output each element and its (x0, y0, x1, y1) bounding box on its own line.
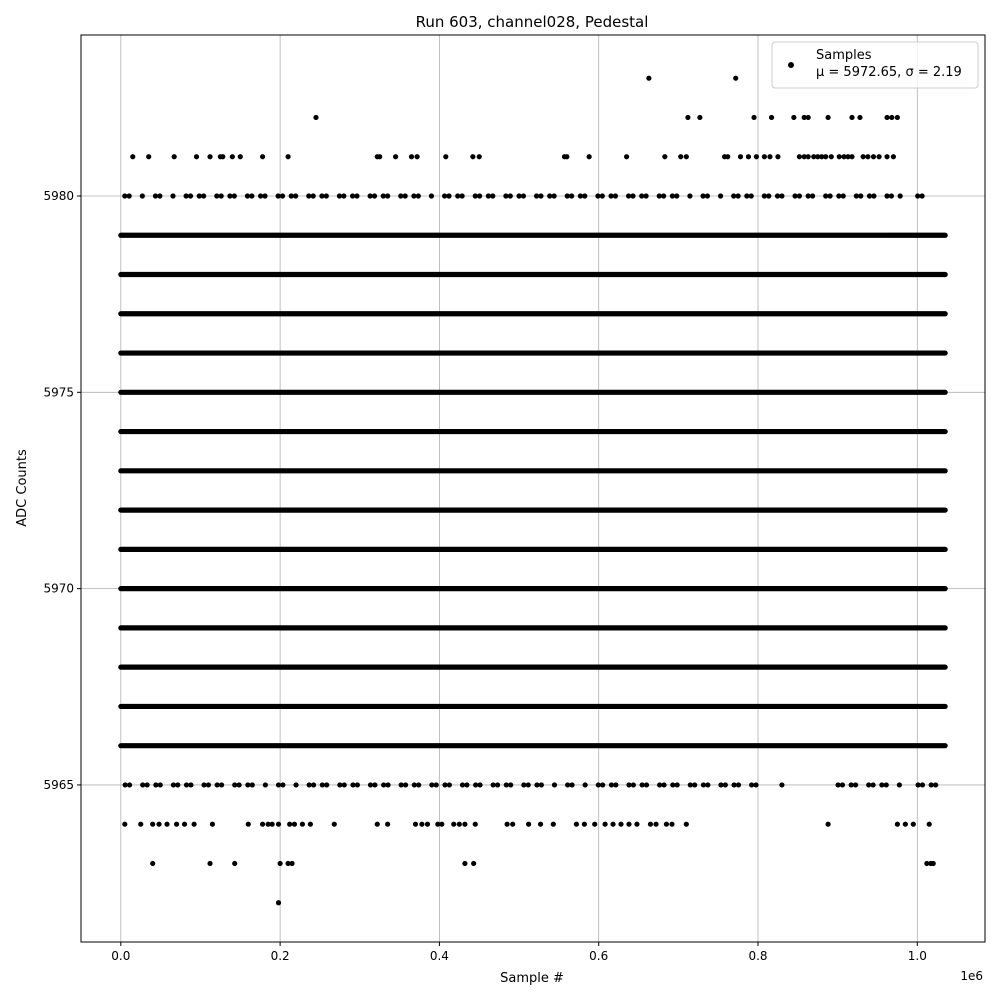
data-point (385, 193, 390, 198)
data-point (473, 822, 478, 827)
data-point (477, 193, 482, 198)
data-point (232, 861, 237, 866)
data-point (552, 193, 557, 198)
data-point (191, 822, 196, 827)
data-point (276, 822, 281, 827)
data-point (775, 154, 780, 159)
data-point (861, 154, 866, 159)
data-point (779, 193, 784, 198)
data-point (311, 782, 316, 787)
data-point (749, 193, 754, 198)
data-point (293, 782, 298, 787)
data-point (439, 822, 444, 827)
data-point (477, 154, 482, 159)
data-point (564, 154, 569, 159)
data-point (150, 822, 155, 827)
data-points (121, 76, 945, 906)
data-point (447, 782, 452, 787)
data-point (354, 193, 359, 198)
data-point (521, 193, 526, 198)
data-point (276, 900, 281, 905)
data-point (385, 782, 390, 787)
data-point (324, 193, 329, 198)
data-point (895, 115, 900, 120)
data-point (898, 193, 903, 198)
data-point (871, 193, 876, 198)
data-point (551, 822, 556, 827)
y-axis (43, 189, 81, 792)
x-tick-label: 0.0 (111, 949, 131, 963)
data-point (219, 193, 224, 198)
x-tick-label: 1.0 (907, 949, 927, 963)
data-point (464, 782, 469, 787)
data-point (526, 782, 531, 787)
data-point (876, 154, 881, 159)
data-point (919, 193, 924, 198)
data-point (462, 861, 467, 866)
data-point (409, 154, 414, 159)
data-point (920, 782, 925, 787)
data-point (664, 822, 669, 827)
data-point (207, 154, 212, 159)
data-point (415, 154, 420, 159)
data-point (429, 193, 434, 198)
data-point (685, 115, 690, 120)
data-point (332, 822, 337, 827)
data-point (470, 154, 475, 159)
data-point (779, 782, 784, 787)
data-point (931, 861, 936, 866)
data-point (841, 193, 846, 198)
data-point (552, 782, 557, 787)
data-point (270, 822, 275, 827)
data-point (490, 193, 495, 198)
data-point (324, 782, 329, 787)
data-point (718, 193, 723, 198)
data-point (602, 822, 607, 827)
data-point (210, 822, 215, 827)
data-point (457, 822, 462, 827)
data-point (646, 76, 651, 81)
x-tick-label: 0.4 (429, 949, 449, 963)
data-point (735, 193, 740, 198)
data-point (583, 782, 588, 787)
data-point (280, 193, 285, 198)
data-point (413, 822, 418, 827)
data-point (791, 115, 796, 120)
plot-frame (81, 35, 985, 942)
y-tick-label: 5965 (43, 777, 74, 792)
data-point (372, 193, 377, 198)
data-point (385, 822, 390, 827)
data-point (355, 782, 360, 787)
data-point (587, 154, 592, 159)
data-point (857, 115, 862, 120)
data-point (219, 782, 224, 787)
data-point (853, 782, 858, 787)
x-axis-offset-label: 1e6 (960, 969, 983, 983)
data-point (170, 193, 175, 198)
data-point (662, 154, 667, 159)
data-point (145, 782, 150, 787)
data-point (810, 193, 815, 198)
data-point (156, 822, 161, 827)
data-point (613, 193, 618, 198)
data-point (626, 822, 631, 827)
data-point (684, 822, 689, 827)
data-point (884, 782, 889, 787)
data-point (471, 861, 476, 866)
data-point (643, 193, 648, 198)
data-point (661, 782, 666, 787)
data-point (738, 154, 743, 159)
data-point (634, 822, 639, 827)
x-tick-label: 0.8 (748, 949, 768, 963)
data-point (172, 154, 177, 159)
data-point (194, 154, 199, 159)
x-tick-label: 0.2 (270, 949, 290, 963)
data-point (508, 782, 513, 787)
data-point (631, 782, 636, 787)
data-point (754, 154, 759, 159)
data-point (220, 154, 225, 159)
data-point (889, 115, 894, 120)
data-point (127, 193, 132, 198)
data-point (624, 154, 629, 159)
data-point (684, 154, 689, 159)
data-point (592, 822, 597, 827)
data-point (762, 154, 767, 159)
data-point (127, 782, 132, 787)
data-point (927, 822, 932, 827)
data-point (870, 782, 875, 787)
data-point (341, 193, 346, 198)
data-point (871, 154, 876, 159)
data-point (510, 822, 515, 827)
data-point (201, 193, 206, 198)
data-point (618, 822, 623, 827)
data-point (278, 861, 283, 866)
data-point (416, 782, 421, 787)
data-point (600, 193, 605, 198)
grid-lines (81, 35, 985, 942)
data-point (232, 193, 237, 198)
x-tick-label: 0.6 (589, 949, 609, 963)
data-point (443, 154, 448, 159)
data-point (174, 822, 179, 827)
data-point (825, 822, 830, 827)
data-point (630, 193, 635, 198)
data-point (539, 782, 544, 787)
data-point (311, 193, 316, 198)
data-point (372, 782, 377, 787)
data-point (849, 115, 854, 120)
data-point (419, 822, 424, 827)
data-point (829, 154, 834, 159)
data-point (462, 822, 467, 827)
legend-series-label: Samples (816, 48, 872, 63)
data-point (403, 193, 408, 198)
data-point (600, 782, 605, 787)
data-point (206, 782, 211, 787)
data-point (797, 193, 802, 198)
chart-title: Run 603, channel028, Pedestal (415, 13, 649, 31)
data-point (146, 154, 151, 159)
data-point (308, 822, 313, 827)
data-point (933, 782, 938, 787)
data-point (661, 193, 666, 198)
data-point (250, 782, 255, 787)
data-point (434, 782, 439, 787)
data-point (897, 782, 902, 787)
data-point (644, 782, 649, 787)
data-point (733, 76, 738, 81)
data-point (582, 822, 587, 827)
data-point (300, 822, 305, 827)
data-point (375, 822, 380, 827)
data-point (157, 193, 162, 198)
data-point (889, 193, 894, 198)
data-point (865, 154, 870, 159)
data-point (911, 822, 916, 827)
data-point (806, 154, 811, 159)
data-point (840, 782, 845, 787)
data-point (138, 822, 143, 827)
data-point (574, 822, 579, 827)
data-point (687, 193, 692, 198)
data-point (538, 822, 543, 827)
y-tick-label: 5980 (43, 188, 74, 203)
data-point (849, 154, 854, 159)
data-point (582, 193, 587, 198)
data-point (175, 782, 180, 787)
legend-marker (788, 62, 794, 68)
data-point (130, 154, 135, 159)
y-tick-label: 5975 (43, 385, 74, 400)
data-point (884, 154, 889, 159)
data-point (692, 782, 697, 787)
data-point (806, 115, 811, 120)
data-point (526, 822, 531, 827)
data-point (403, 782, 408, 787)
data-point (285, 154, 290, 159)
legend (772, 42, 978, 88)
data-point (451, 822, 456, 827)
data-point (293, 193, 298, 198)
data-point (377, 154, 382, 159)
data-point (569, 782, 574, 787)
data-point (648, 822, 653, 827)
data-point (823, 154, 828, 159)
data-point (837, 154, 842, 159)
y-axis-title: ADC Counts (15, 449, 30, 527)
data-point (393, 154, 398, 159)
data-point (675, 782, 680, 787)
data-point (613, 782, 618, 787)
data-point (895, 822, 900, 827)
data-point (538, 193, 543, 198)
x-axis (111, 942, 927, 963)
data-point (678, 154, 683, 159)
data-point (767, 154, 772, 159)
data-point (858, 193, 863, 198)
data-point (495, 782, 500, 787)
data-point (751, 115, 756, 120)
data-point (246, 822, 251, 827)
data-point (237, 782, 242, 787)
data-point (207, 861, 212, 866)
data-point (505, 822, 510, 827)
data-point (769, 115, 774, 120)
data-point (705, 193, 710, 198)
data-point (446, 193, 451, 198)
data-point (825, 115, 830, 120)
data-point (569, 193, 574, 198)
data-point (827, 193, 832, 198)
data-point (342, 782, 347, 787)
data-point (884, 115, 889, 120)
data-point (674, 193, 679, 198)
data-point (260, 154, 265, 159)
data-point (723, 782, 728, 787)
data-point (188, 782, 193, 787)
y-tick-label: 5970 (43, 581, 74, 596)
data-point (260, 822, 265, 827)
legend-stats-label: μ = 5972.65, σ = 2.19 (816, 65, 962, 80)
data-point (766, 193, 771, 198)
data-point (508, 193, 513, 198)
data-point (262, 193, 267, 198)
data-point (280, 782, 285, 787)
data-point (697, 115, 702, 120)
data-point (287, 822, 292, 827)
data-point (903, 822, 908, 827)
x-axis-title: Sample # (500, 971, 564, 986)
data-point (797, 154, 802, 159)
data-point (289, 861, 294, 866)
data-point (150, 861, 155, 866)
data-point (292, 822, 297, 827)
data-point (725, 154, 730, 159)
data-point (140, 193, 145, 198)
data-point (477, 782, 482, 787)
data-point (188, 193, 193, 198)
data-point (705, 782, 710, 787)
data-point (669, 822, 674, 827)
data-point (610, 822, 615, 827)
data-point (164, 822, 169, 827)
data-point (425, 822, 430, 827)
data-point (249, 193, 254, 198)
data-point (460, 193, 465, 198)
data-point (182, 822, 187, 827)
data-point (753, 782, 758, 787)
data-point (158, 782, 163, 787)
data-point (653, 822, 658, 827)
data-point (891, 154, 896, 159)
data-point (230, 154, 235, 159)
data-point (416, 193, 421, 198)
data-point (263, 782, 268, 787)
data-point (746, 154, 751, 159)
data-point (122, 822, 127, 827)
data-point (238, 154, 243, 159)
data-point (736, 782, 741, 787)
data-point (313, 115, 318, 120)
